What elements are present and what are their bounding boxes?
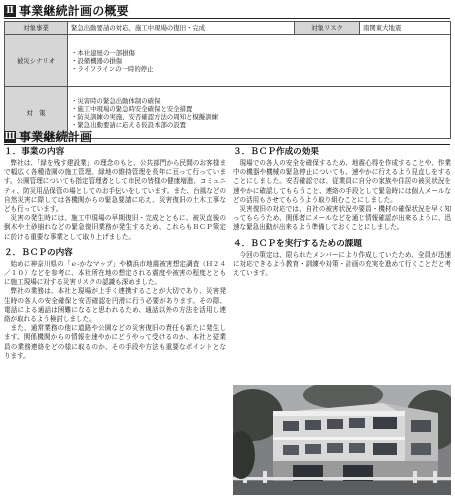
paragraph: 災害の発生時には、施工中現場の早期復旧・完成とともに、被災直後の倒木や土砂崩れなどの緊急復旧業務が発生するため、これらもＢＣＰ策定に於ける重要な事業として取り上げました。 <box>4 214 226 241</box>
overview-table <box>4 21 451 139</box>
paragraph: 今回の策定は、限られたメンバーにより作成していたため、全員が迅速に対応できるよう教育・訓練や対策・計画の充実を進めて行くことだと考えています。 <box>233 250 451 278</box>
list-item: ・本社建屋の一部損傷 <box>71 48 135 57</box>
label-risk: 対象リスク <box>295 22 360 35</box>
overview-section-header <box>4 3 450 19</box>
bcp-section-header <box>4 129 450 145</box>
paragraph: 始めに神奈川県の「ｅ-かなマップ」や横浜市地震被害想定調査（Ｈ２４／１０）などを参考に、本社所在地の想定される震度や被害の程度とともに施工現場に対する災害リスクの認識も深めました。 <box>4 259 226 287</box>
building-illustration <box>233 385 451 495</box>
section-title: 事業継続計画の概要 <box>19 4 129 18</box>
table-row <box>5 22 451 35</box>
subsection-heading-effects: ３．ＢＣＰ作成の効果 <box>233 147 319 157</box>
building-photo <box>233 385 451 495</box>
label-business: 対象事業 <box>5 22 68 35</box>
paragraph: 現場での各人の安全を確保するため、地震心得を作成することや、作業中の機器や機械の緊急停止についても、速やかに行えるよう見直しをすることにしました。安否確認では、従業員に自分の家族や住居の被災状況を速やかに確認してもらうこと、連絡の手段として緊急時には個人メールなどの活用もさせてもらうよう取り組むことにしました。 <box>233 159 451 204</box>
list-item: ・災害時の緊急出動体制の確保 <box>71 96 161 105</box>
subsection-heading-challenges: ４．ＢＣＰを実行するための課題 <box>233 238 362 249</box>
subsection-heading-business: １．事業の内容 <box>4 147 65 157</box>
section-number-badge: Ⅱ <box>4 5 16 17</box>
list-item: ・防災訓練の実施、安否確認方法の周知と模擬訓練 <box>71 112 218 121</box>
left-column <box>4 147 226 361</box>
list-item: ・施工中現場の緊急時安全確保と安全措置 <box>71 104 193 113</box>
risk-value: 南関東大地震 <box>360 22 451 35</box>
table-row <box>5 35 451 87</box>
measures-list <box>71 97 447 129</box>
scenario-list <box>71 49 447 73</box>
paragraph: また、通常業務の他に道路や公園などの災害復旧の責任も新たに発生します。関係機関からの情報を速やかにどうやって受けるのか、本社と従業員の業務連絡をどの様に取るのか、その手段や方法も重要なポイントとなります。 <box>4 324 226 360</box>
list-item: ・設備機器の損傷 <box>71 56 123 65</box>
scenario-cell <box>68 35 451 87</box>
list-item: ・緊急出動要請に応える仮設本部の設置 <box>71 120 187 129</box>
paragraph: 弊社は、「緑を残す建設業」の理念のもと、公共部門から民間のお客様まで幅広く各種造園の施工管理、緑地の維持管理を長年に亘って行っています。公園管理についても指定管理者として市民の皆様の健康増進、コミュニティ、防災用品保管の場としてのお手伝いをしています。また、台風などの自然災害に際しては各機関からの緊急要請に応え、災害復旧の土木工事なども行っています。 <box>4 159 226 214</box>
section-number-badge: Ⅲ <box>4 131 16 142</box>
paragraph: 災害復旧の対応では、自社の被害状況や要員・機材の確保状況を早く知ってもらうため、関係者にメールなどを通じ情報確認が出来るように、迅速な緊急出動が出来るよう準備しておくことにしました。 <box>233 205 451 232</box>
business-value: 緊急出動要請の対応、施工中現場の復旧・完成 <box>68 22 295 35</box>
list-item: ・ライフラインの一時的停止 <box>71 64 154 73</box>
right-column <box>233 147 451 278</box>
section-title: 事業継続計画 <box>19 130 93 144</box>
label-measures: 対 策 <box>5 87 68 139</box>
subsection-heading-bcp-content: ２．ＢＣＰの内容 <box>4 247 73 258</box>
label-scenario: 被災シナリオ <box>5 35 68 87</box>
paragraph: 弊社の業務は、本社と現場が上手く連携することが大切であり、災害発生時の各人の安全確保と安否確認を円滑に行う必要があります。その際、電話による通話は困難になると思われるため、通話以外の方法を活用し連絡が取れるよう検討しました。 <box>4 287 226 324</box>
